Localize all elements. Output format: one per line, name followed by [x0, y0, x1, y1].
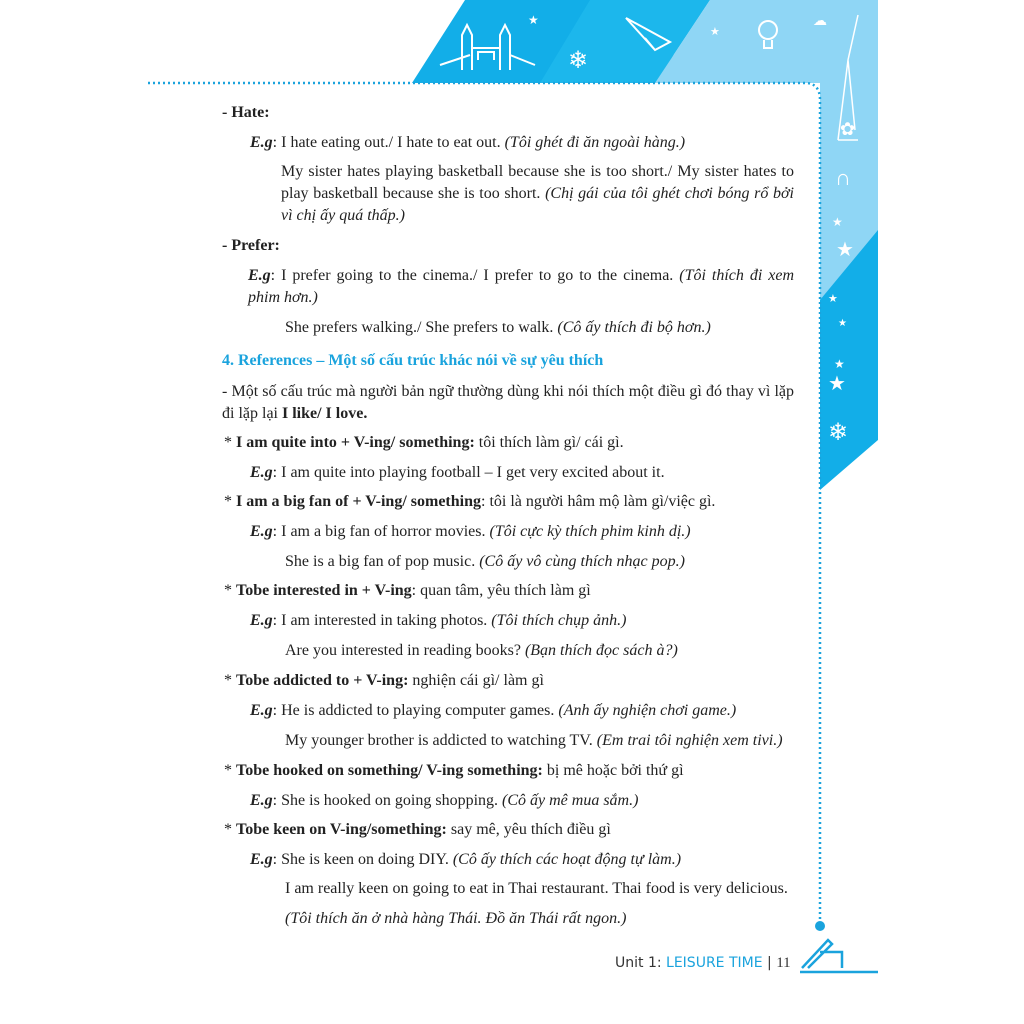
content-line: [222, 102, 270, 124]
italic-translation: (Tôi cực kỳ thích phim kinh dị.): [489, 523, 691, 540]
bold-text: - Prefer:: [222, 237, 280, 254]
section-heading: 4. References – Một số cấu trúc khác nói về sự yêu thích: [222, 352, 604, 369]
italic-translation: (Cô ấy vô cùng thích nhạc pop.): [479, 553, 685, 570]
content-line: [224, 819, 611, 841]
bold-text: I am quite into + V-ing/ something:: [236, 434, 475, 451]
content-line: [222, 381, 794, 425]
italic-translation: (Cô ấy thích các hoạt động tự làm.): [452, 851, 682, 868]
footer-separator: |: [767, 955, 772, 971]
star-icon: ★: [528, 13, 539, 27]
italic-translation: (Tôi thích đi xem phim hơn.): [248, 267, 795, 306]
text: : He is addicted to playing computer games.: [272, 702, 559, 719]
star-icon: ★: [828, 373, 846, 395]
text: She prefers walking./ She prefers to walk.: [285, 319, 558, 336]
text: *: [224, 821, 236, 838]
butterfly-icon: ✿: [840, 119, 856, 139]
eg-label: E.g: [250, 523, 273, 540]
text: : She is keen on doing DIY.: [272, 851, 453, 868]
text: : I hate eating out./ I hate to eat out.: [272, 134, 505, 151]
text: : She is hooked on going shopping.: [272, 792, 503, 809]
butterfly-icon: ☁: [813, 14, 827, 29]
content-line: [248, 265, 794, 309]
bold-text: Tobe interested in + V-ing: [236, 582, 412, 599]
snowflake-icon: ❄: [828, 420, 849, 446]
text: : I am a big fan of horror movies.: [272, 523, 490, 540]
text: say mê, yêu thích điều gì: [446, 821, 611, 838]
page-footer: [615, 955, 791, 972]
text: : I am quite into playing football – I get very excited about it.: [272, 464, 665, 481]
content-line: [285, 878, 788, 900]
text: - Một số cấu trúc mà người bản ngữ thường dùng khi nói thích một điều gì đó thay vì lặp đi lặp lại: [222, 383, 794, 422]
italic-translation: (Em trai tôi nghiện xem tivi.): [596, 732, 783, 749]
bold-text: Tobe keen on V-ing/something:: [236, 821, 447, 838]
content-line: [250, 521, 691, 543]
text: *: [224, 493, 236, 510]
bold-text: I am a big fan of + V-ing/ something: [236, 493, 481, 510]
text: tôi thích làm gì/ cái gì.: [474, 434, 624, 451]
page-number: 11: [776, 955, 791, 971]
italic-translation: (Anh ấy nghiện chơi game.): [558, 702, 737, 719]
content-line: [281, 161, 794, 227]
text: My sister hates playing basketball because she is too short./ My sister hates to play basketball because she is too short.: [281, 163, 794, 202]
eg-label: E.g: [250, 702, 273, 719]
eg-label: E.g: [250, 464, 273, 481]
content-line: [285, 640, 678, 662]
headphones-icon: ∩: [835, 165, 851, 190]
text: nghiện cái gì/ làm gì: [408, 672, 544, 689]
eg-label: E.g: [250, 612, 273, 629]
italic-translation: (Tôi thích ăn ở nhà hàng Thái. Đồ ăn Thái rất ngon.): [285, 910, 627, 927]
italic-translation: (Tôi ghét đi ăn ngoài hàng.): [504, 134, 686, 151]
eg-label: E.g: [250, 792, 273, 809]
content-line: [224, 580, 591, 602]
content-line: [224, 491, 715, 513]
text: bị mê hoặc bởi thứ gì: [542, 762, 684, 779]
text: : I am interested in taking photos.: [272, 612, 492, 629]
content-line: [224, 760, 684, 782]
snowflake-icon: ❄: [568, 48, 589, 74]
italic-translation: (Chị gái của tôi ghét chơi bóng rổ bởi vì chị ấy quá thấp.): [281, 185, 794, 224]
eg-label: E.g: [250, 134, 273, 151]
text: : I prefer going to the cinema./ I prefer to go to the cinema.: [270, 267, 680, 284]
star-icon: ★: [832, 215, 843, 229]
star-icon: ★: [828, 293, 838, 305]
content-line: [250, 462, 665, 484]
content-line: [224, 432, 624, 454]
content-line: [285, 317, 711, 339]
unit-title: LEISURE TIME: [666, 955, 763, 971]
star-icon: ★: [834, 357, 845, 371]
bold-text: Tobe hooked on something/ V-ing something:: [236, 762, 543, 779]
text: : quan tâm, yêu thích làm gì: [411, 582, 591, 599]
italic-translation: (Cô ấy thích đi bộ hơn.): [557, 319, 711, 336]
unit-label: Unit 1:: [615, 955, 662, 971]
content-line: [222, 350, 603, 372]
bold-text: I like/ I love.: [281, 405, 368, 422]
eg-label: E.g: [250, 851, 273, 868]
text: : tôi là người hâm mộ làm gì/việc gì.: [481, 493, 716, 510]
content-line: [250, 849, 681, 871]
content-line: [250, 700, 736, 722]
text: *: [224, 762, 236, 779]
content-line: [250, 132, 685, 154]
content-line: [224, 670, 544, 692]
italic-translation: (Bạn thích đọc sách à?): [524, 642, 678, 659]
bold-text: - Hate:: [222, 104, 270, 121]
text: *: [224, 582, 236, 599]
content-line: [285, 908, 626, 930]
text: *: [224, 672, 236, 689]
italic-translation: (Tôi thích chụp ảnh.): [491, 612, 627, 629]
content-line: [285, 551, 685, 573]
italic-translation: (Cô ấy mê mua sắm.): [502, 792, 639, 809]
writing-hand-icon: [800, 940, 878, 972]
text: Are you interested in reading books?: [285, 642, 525, 659]
text: I am really keen on going to eat in Thai restaurant. Thai food is very delicious.: [285, 880, 788, 897]
eg-label: E.g: [248, 267, 271, 284]
star-icon: ★: [836, 239, 854, 261]
star-icon: ★: [710, 26, 720, 38]
text: She is a big fan of pop music.: [285, 553, 480, 570]
text: *: [224, 434, 236, 451]
frame-dot: [815, 921, 825, 931]
content-line: [222, 235, 280, 257]
content-line: [250, 610, 626, 632]
content-line: [285, 730, 783, 752]
bold-text: Tobe addicted to + V-ing:: [236, 672, 409, 689]
content-line: [250, 790, 638, 812]
star-icon: ★: [838, 318, 847, 329]
text: My younger brother is addicted to watching TV.: [285, 732, 597, 749]
